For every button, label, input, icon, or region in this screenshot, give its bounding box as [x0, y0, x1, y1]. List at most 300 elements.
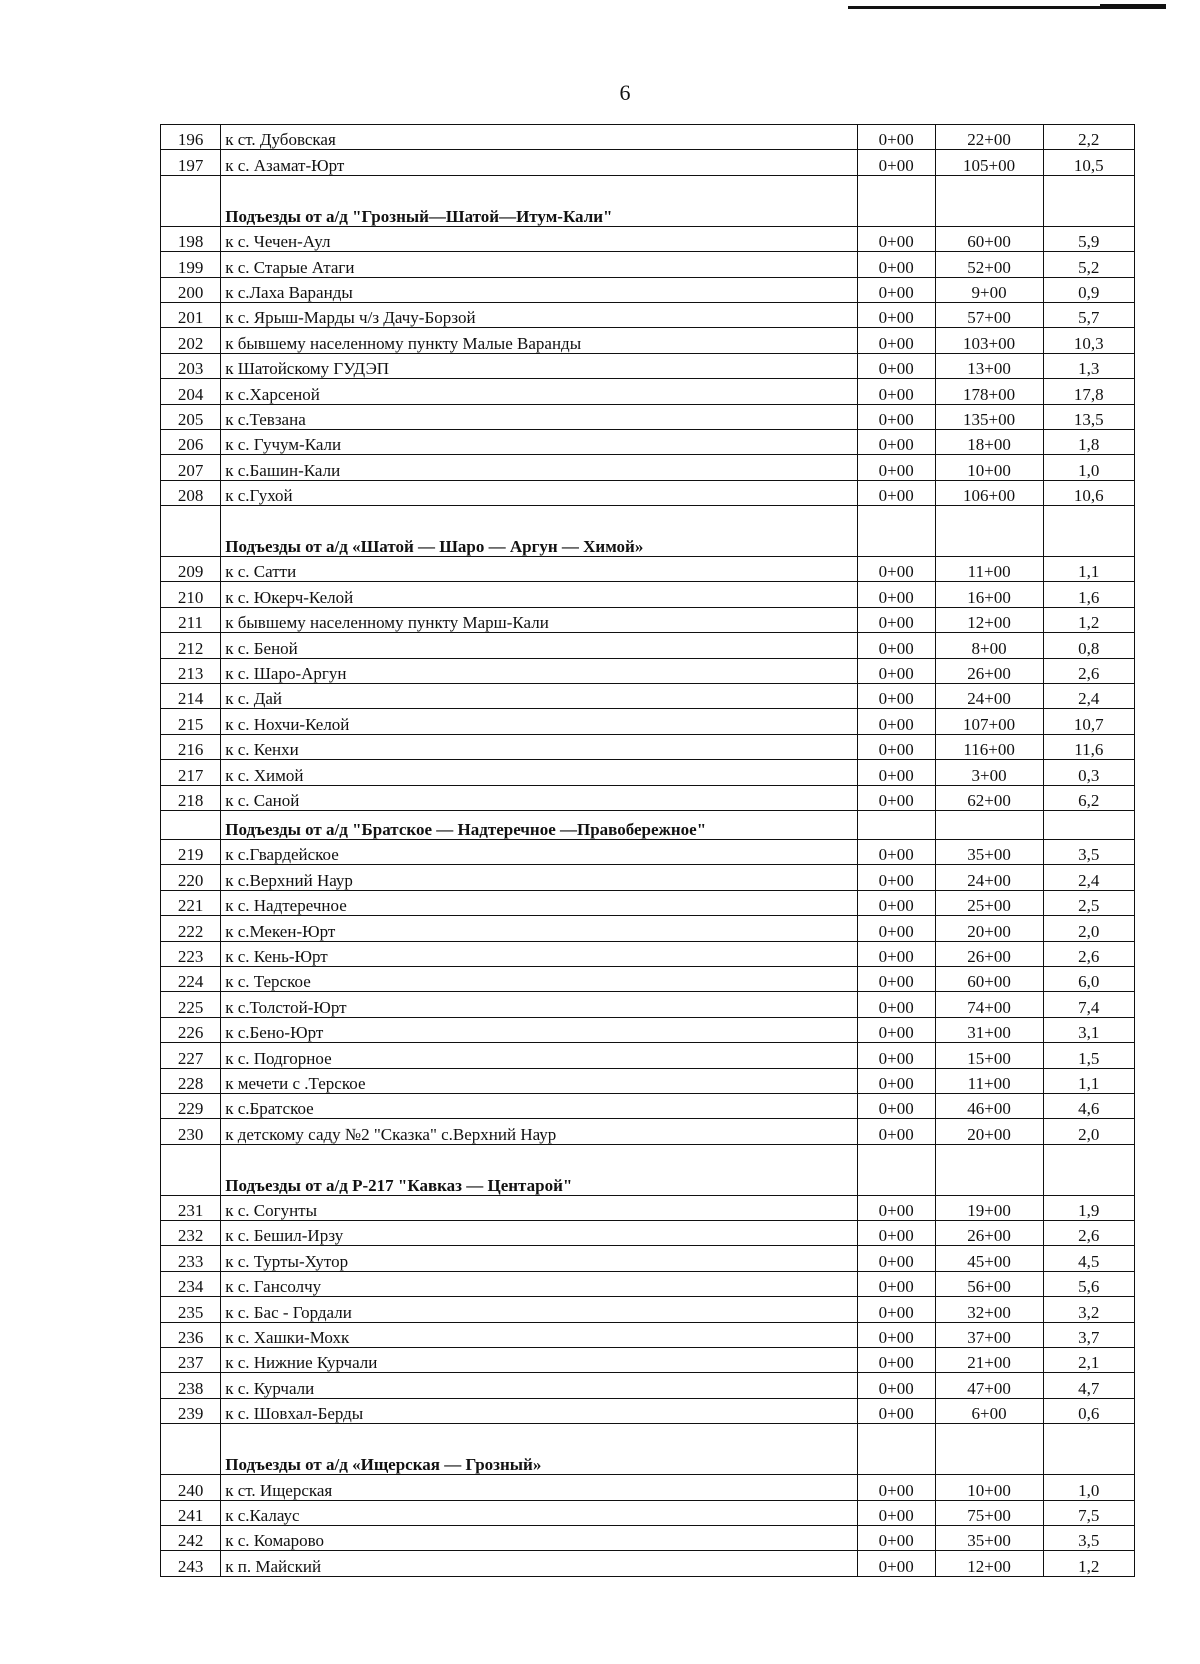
- row-number-cell: 210: [161, 582, 221, 607]
- start-km-cell: 0+00: [857, 734, 935, 759]
- start-km-cell: 0+00: [857, 1043, 935, 1068]
- road-name-cell: к с. Надтеречное: [221, 890, 858, 915]
- table-row: [161, 734, 1135, 759]
- road-name-cell: к с. Чечен-Аул: [221, 226, 858, 251]
- end-km-cell: 35+00: [935, 839, 1043, 864]
- row-number-cell: 213: [161, 658, 221, 683]
- empty-cell: [935, 1424, 1043, 1475]
- empty-cell: [857, 175, 935, 226]
- length-km-cell: 1,6: [1043, 582, 1134, 607]
- end-km-cell: 6+00: [935, 1398, 1043, 1423]
- road-name-cell: к с. Курчали: [221, 1373, 858, 1398]
- top-rule-line-accent: [1100, 4, 1166, 6]
- table-row: [161, 966, 1135, 991]
- road-name-cell: к ст. Ищерская: [221, 1475, 858, 1500]
- table-row: [161, 760, 1135, 785]
- length-km-cell: 10,5: [1043, 150, 1134, 175]
- row-number-cell: 227: [161, 1043, 221, 1068]
- roads-table-body: [161, 125, 1135, 1577]
- start-km-cell: 0+00: [857, 709, 935, 734]
- table-row: [161, 658, 1135, 683]
- row-number-cell: 236: [161, 1322, 221, 1347]
- row-number-cell: 220: [161, 865, 221, 890]
- length-km-cell: 1,0: [1043, 455, 1134, 480]
- empty-cell: [935, 506, 1043, 557]
- table-row: [161, 277, 1135, 302]
- empty-cell: [857, 1424, 935, 1475]
- row-number-cell: 207: [161, 455, 221, 480]
- length-km-cell: 0,8: [1043, 633, 1134, 658]
- length-km-cell: 4,6: [1043, 1093, 1134, 1118]
- start-km-cell: 0+00: [857, 1322, 935, 1347]
- end-km-cell: 21+00: [935, 1348, 1043, 1373]
- length-km-cell: 3,1: [1043, 1017, 1134, 1042]
- table-row: [161, 379, 1135, 404]
- row-number-cell: 222: [161, 916, 221, 941]
- section-title: Подъезды от а/д «Шатой — Шаро — Аргун — Химой»: [221, 506, 858, 557]
- end-km-cell: 31+00: [935, 1017, 1043, 1042]
- road-name-cell: к с. Химой: [221, 760, 858, 785]
- empty-cell: [161, 506, 221, 557]
- length-km-cell: 2,5: [1043, 890, 1134, 915]
- end-km-cell: 35+00: [935, 1525, 1043, 1550]
- start-km-cell: 0+00: [857, 1348, 935, 1373]
- row-number-cell: 201: [161, 302, 221, 327]
- end-km-cell: 37+00: [935, 1322, 1043, 1347]
- road-name-cell: к с.Тевзана: [221, 404, 858, 429]
- start-km-cell: 0+00: [857, 684, 935, 709]
- length-km-cell: 3,7: [1043, 1322, 1134, 1347]
- row-number-cell: 217: [161, 760, 221, 785]
- table-row: [161, 582, 1135, 607]
- start-km-cell: 0+00: [857, 252, 935, 277]
- start-km-cell: 0+00: [857, 1246, 935, 1271]
- length-km-cell: 13,5: [1043, 404, 1134, 429]
- empty-cell: [935, 1144, 1043, 1195]
- road-name-cell: к с. Терское: [221, 966, 858, 991]
- table-row: [161, 1093, 1135, 1118]
- road-name-cell: к с. Шовхал-Берды: [221, 1398, 858, 1423]
- start-km-cell: 0+00: [857, 941, 935, 966]
- length-km-cell: 2,6: [1043, 1221, 1134, 1246]
- table-row: [161, 709, 1135, 734]
- table-row: [161, 1221, 1135, 1246]
- start-km-cell: 0+00: [857, 277, 935, 302]
- road-name-cell: к с. Турты-Хутор: [221, 1246, 858, 1271]
- road-name-cell: к с. Кенхи: [221, 734, 858, 759]
- table-row: [161, 684, 1135, 709]
- row-number-cell: 196: [161, 125, 221, 150]
- start-km-cell: 0+00: [857, 966, 935, 991]
- table-row: [161, 1322, 1135, 1347]
- length-km-cell: 2,6: [1043, 658, 1134, 683]
- table-row: [161, 607, 1135, 632]
- road-name-cell: к с. Саной: [221, 785, 858, 810]
- empty-cell: [1043, 1424, 1134, 1475]
- row-number-cell: 209: [161, 557, 221, 582]
- row-number-cell: 224: [161, 966, 221, 991]
- table-row: [161, 839, 1135, 864]
- empty-cell: [1043, 175, 1134, 226]
- end-km-cell: 45+00: [935, 1246, 1043, 1271]
- table-row: [161, 226, 1135, 251]
- road-name-cell: к с. Азамат-Юрт: [221, 150, 858, 175]
- page-number: 6: [619, 80, 631, 105]
- row-number-cell: 243: [161, 1551, 221, 1576]
- row-number-cell: 234: [161, 1271, 221, 1296]
- empty-cell: [1043, 506, 1134, 557]
- length-km-cell: 17,8: [1043, 379, 1134, 404]
- row-number-cell: 233: [161, 1246, 221, 1271]
- start-km-cell: 0+00: [857, 1373, 935, 1398]
- length-km-cell: 4,5: [1043, 1246, 1134, 1271]
- length-km-cell: 3,5: [1043, 839, 1134, 864]
- start-km-cell: 0+00: [857, 1475, 935, 1500]
- table-row: [161, 557, 1135, 582]
- road-name-cell: к детскому саду №2 "Сказка" с.Верхний Наур: [221, 1119, 858, 1144]
- table-row: [161, 1500, 1135, 1525]
- table-row: [161, 1271, 1135, 1296]
- start-km-cell: 0+00: [857, 480, 935, 505]
- row-number-cell: 231: [161, 1195, 221, 1220]
- start-km-cell: 0+00: [857, 1271, 935, 1296]
- length-km-cell: 7,4: [1043, 992, 1134, 1017]
- end-km-cell: 26+00: [935, 941, 1043, 966]
- row-number-cell: 203: [161, 353, 221, 378]
- section-title: Подъезды от а/д «Ищерская — Грозный»: [221, 1424, 858, 1475]
- end-km-cell: 20+00: [935, 916, 1043, 941]
- start-km-cell: 0+00: [857, 607, 935, 632]
- length-km-cell: 5,7: [1043, 302, 1134, 327]
- road-name-cell: к п. Майский: [221, 1551, 858, 1576]
- road-name-cell: к с.Братское: [221, 1093, 858, 1118]
- road-name-cell: к с. Бешил-Ирзу: [221, 1221, 858, 1246]
- end-km-cell: 18+00: [935, 429, 1043, 454]
- section-header-row: [161, 175, 1135, 226]
- table-row: [161, 125, 1135, 150]
- end-km-cell: 11+00: [935, 557, 1043, 582]
- start-km-cell: 0+00: [857, 1525, 935, 1550]
- start-km-cell: 0+00: [857, 226, 935, 251]
- end-km-cell: 75+00: [935, 1500, 1043, 1525]
- start-km-cell: 0+00: [857, 839, 935, 864]
- end-km-cell: 107+00: [935, 709, 1043, 734]
- empty-cell: [1043, 810, 1134, 839]
- end-km-cell: 19+00: [935, 1195, 1043, 1220]
- end-km-cell: 25+00: [935, 890, 1043, 915]
- road-name-cell: к с. Шаро-Аргун: [221, 658, 858, 683]
- row-number-cell: 204: [161, 379, 221, 404]
- table-row: [161, 1195, 1135, 1220]
- table-row: [161, 302, 1135, 327]
- empty-cell: [1043, 1144, 1134, 1195]
- end-km-cell: 16+00: [935, 582, 1043, 607]
- length-km-cell: 10,3: [1043, 328, 1134, 353]
- row-number-cell: 235: [161, 1297, 221, 1322]
- length-km-cell: 7,5: [1043, 1500, 1134, 1525]
- empty-cell: [935, 810, 1043, 839]
- table-row: [161, 328, 1135, 353]
- table-row: [161, 1297, 1135, 1322]
- length-km-cell: 2,6: [1043, 941, 1134, 966]
- length-km-cell: 1,8: [1043, 429, 1134, 454]
- row-number-cell: 205: [161, 404, 221, 429]
- section-title: Подъезды от а/д "Братское — Надтеречное —Правобережное": [221, 810, 858, 839]
- end-km-cell: 13+00: [935, 353, 1043, 378]
- table-row: [161, 252, 1135, 277]
- row-number-cell: 221: [161, 890, 221, 915]
- road-name-cell: к с. Комарово: [221, 1525, 858, 1550]
- road-name-cell: к с. Кень-Юрт: [221, 941, 858, 966]
- end-km-cell: 32+00: [935, 1297, 1043, 1322]
- section-title: Подъезды от а/д "Грозный—Шатой—Итум-Кали": [221, 175, 858, 226]
- end-km-cell: 60+00: [935, 966, 1043, 991]
- empty-cell: [857, 1144, 935, 1195]
- start-km-cell: 0+00: [857, 557, 935, 582]
- table-row: [161, 1373, 1135, 1398]
- length-km-cell: 0,3: [1043, 760, 1134, 785]
- section-header-row: [161, 506, 1135, 557]
- row-number-cell: 223: [161, 941, 221, 966]
- row-number-cell: 219: [161, 839, 221, 864]
- start-km-cell: 0+00: [857, 125, 935, 150]
- table-row: [161, 865, 1135, 890]
- row-number-cell: 232: [161, 1221, 221, 1246]
- road-name-cell: к с.Бено-Юрт: [221, 1017, 858, 1042]
- table-row: [161, 455, 1135, 480]
- road-name-cell: к с.Толстой-Юрт: [221, 992, 858, 1017]
- start-km-cell: 0+00: [857, 302, 935, 327]
- section-header-row: [161, 1144, 1135, 1195]
- row-number-cell: 241: [161, 1500, 221, 1525]
- row-number-cell: 240: [161, 1475, 221, 1500]
- table-row: [161, 1348, 1135, 1373]
- length-km-cell: 1,1: [1043, 557, 1134, 582]
- road-name-cell: к с.Калаус: [221, 1500, 858, 1525]
- start-km-cell: 0+00: [857, 1119, 935, 1144]
- start-km-cell: 0+00: [857, 760, 935, 785]
- row-number-cell: 200: [161, 277, 221, 302]
- end-km-cell: 106+00: [935, 480, 1043, 505]
- section-title: Подъезды от а/д Р-217 "Кавказ — Центарой": [221, 1144, 858, 1195]
- end-km-cell: 24+00: [935, 865, 1043, 890]
- roads-table: [160, 124, 1135, 1577]
- start-km-cell: 0+00: [857, 404, 935, 429]
- road-name-cell: к бывшему населенному пункту Марш-Кали: [221, 607, 858, 632]
- row-number-cell: 225: [161, 992, 221, 1017]
- length-km-cell: 6,0: [1043, 966, 1134, 991]
- empty-cell: [161, 1144, 221, 1195]
- end-km-cell: 24+00: [935, 684, 1043, 709]
- length-km-cell: 2,1: [1043, 1348, 1134, 1373]
- start-km-cell: 0+00: [857, 1500, 935, 1525]
- row-number-cell: 238: [161, 1373, 221, 1398]
- road-name-cell: к с. Дай: [221, 684, 858, 709]
- road-name-cell: к с.Лаха Варанды: [221, 277, 858, 302]
- road-name-cell: к с. Юкерч-Келой: [221, 582, 858, 607]
- length-km-cell: 2,0: [1043, 916, 1134, 941]
- start-km-cell: 0+00: [857, 1398, 935, 1423]
- table-row: [161, 785, 1135, 810]
- end-km-cell: 12+00: [935, 1551, 1043, 1576]
- road-name-cell: к мечети с .Терское: [221, 1068, 858, 1093]
- start-km-cell: 0+00: [857, 1297, 935, 1322]
- end-km-cell: 105+00: [935, 150, 1043, 175]
- road-name-cell: к с. Нохчи-Келой: [221, 709, 858, 734]
- start-km-cell: 0+00: [857, 1195, 935, 1220]
- start-km-cell: 0+00: [857, 429, 935, 454]
- end-km-cell: 74+00: [935, 992, 1043, 1017]
- length-km-cell: 1,2: [1043, 607, 1134, 632]
- row-number-cell: 216: [161, 734, 221, 759]
- table-row: [161, 1017, 1135, 1042]
- road-name-cell: к с. Ярыш-Марды ч/з Дачу-Борзой: [221, 302, 858, 327]
- start-km-cell: 0+00: [857, 582, 935, 607]
- row-number-cell: 206: [161, 429, 221, 454]
- row-number-cell: 228: [161, 1068, 221, 1093]
- end-km-cell: 52+00: [935, 252, 1043, 277]
- start-km-cell: 0+00: [857, 379, 935, 404]
- table-row: [161, 1043, 1135, 1068]
- start-km-cell: 0+00: [857, 455, 935, 480]
- table-row: [161, 992, 1135, 1017]
- end-km-cell: 26+00: [935, 658, 1043, 683]
- start-km-cell: 0+00: [857, 1551, 935, 1576]
- start-km-cell: 0+00: [857, 916, 935, 941]
- section-header-row: [161, 1424, 1135, 1475]
- row-number-cell: 199: [161, 252, 221, 277]
- length-km-cell: 11,6: [1043, 734, 1134, 759]
- empty-cell: [857, 506, 935, 557]
- row-number-cell: 215: [161, 709, 221, 734]
- road-name-cell: к ст. Дубовская: [221, 125, 858, 150]
- table-row: [161, 1475, 1135, 1500]
- table-row: [161, 353, 1135, 378]
- end-km-cell: 20+00: [935, 1119, 1043, 1144]
- length-km-cell: 3,5: [1043, 1525, 1134, 1550]
- table-row: [161, 1398, 1135, 1423]
- road-name-cell: к с. Хашки-Мохк: [221, 1322, 858, 1347]
- length-km-cell: 4,7: [1043, 1373, 1134, 1398]
- length-km-cell: 6,2: [1043, 785, 1134, 810]
- length-km-cell: 1,5: [1043, 1043, 1134, 1068]
- end-km-cell: 62+00: [935, 785, 1043, 810]
- row-number-cell: 211: [161, 607, 221, 632]
- row-number-cell: 218: [161, 785, 221, 810]
- length-km-cell: 3,2: [1043, 1297, 1134, 1322]
- start-km-cell: 0+00: [857, 150, 935, 175]
- end-km-cell: 15+00: [935, 1043, 1043, 1068]
- table-row: [161, 429, 1135, 454]
- start-km-cell: 0+00: [857, 1068, 935, 1093]
- table-row: [161, 404, 1135, 429]
- empty-cell: [161, 1424, 221, 1475]
- section-header-row: [161, 810, 1135, 839]
- end-km-cell: 11+00: [935, 1068, 1043, 1093]
- empty-cell: [161, 810, 221, 839]
- start-km-cell: 0+00: [857, 1017, 935, 1042]
- row-number-cell: 229: [161, 1093, 221, 1118]
- empty-cell: [161, 175, 221, 226]
- start-km-cell: 0+00: [857, 633, 935, 658]
- end-km-cell: 57+00: [935, 302, 1043, 327]
- road-name-cell: к Шатойскому ГУДЭП: [221, 353, 858, 378]
- road-name-cell: к с. Гучум-Кали: [221, 429, 858, 454]
- start-km-cell: 0+00: [857, 1093, 935, 1118]
- road-name-cell: к с.Мекен-Юрт: [221, 916, 858, 941]
- start-km-cell: 0+00: [857, 865, 935, 890]
- length-km-cell: 2,4: [1043, 684, 1134, 709]
- length-km-cell: 1,1: [1043, 1068, 1134, 1093]
- start-km-cell: 0+00: [857, 992, 935, 1017]
- row-number-cell: 212: [161, 633, 221, 658]
- road-name-cell: к с. Гансолчу: [221, 1271, 858, 1296]
- start-km-cell: 0+00: [857, 658, 935, 683]
- end-km-cell: 8+00: [935, 633, 1043, 658]
- table-row: [161, 1246, 1135, 1271]
- table-row: [161, 916, 1135, 941]
- road-name-cell: к с.Верхний Наур: [221, 865, 858, 890]
- length-km-cell: 1,2: [1043, 1551, 1134, 1576]
- road-name-cell: к с.Башин-Кали: [221, 455, 858, 480]
- end-km-cell: 10+00: [935, 455, 1043, 480]
- end-km-cell: 9+00: [935, 277, 1043, 302]
- length-km-cell: 5,6: [1043, 1271, 1134, 1296]
- table-row: [161, 633, 1135, 658]
- road-name-cell: к с. Беной: [221, 633, 858, 658]
- end-km-cell: 26+00: [935, 1221, 1043, 1246]
- end-km-cell: 56+00: [935, 1271, 1043, 1296]
- road-name-cell: к с. Нижние Курчали: [221, 1348, 858, 1373]
- empty-cell: [935, 175, 1043, 226]
- length-km-cell: 2,0: [1043, 1119, 1134, 1144]
- row-number-cell: 208: [161, 480, 221, 505]
- table-row: [161, 941, 1135, 966]
- start-km-cell: 0+00: [857, 328, 935, 353]
- start-km-cell: 0+00: [857, 353, 935, 378]
- end-km-cell: 135+00: [935, 404, 1043, 429]
- road-name-cell: к с.Харсеной: [221, 379, 858, 404]
- row-number-cell: 239: [161, 1398, 221, 1423]
- row-number-cell: 242: [161, 1525, 221, 1550]
- end-km-cell: 3+00: [935, 760, 1043, 785]
- row-number-cell: 198: [161, 226, 221, 251]
- row-number-cell: 197: [161, 150, 221, 175]
- start-km-cell: 0+00: [857, 890, 935, 915]
- end-km-cell: 116+00: [935, 734, 1043, 759]
- start-km-cell: 0+00: [857, 785, 935, 810]
- empty-cell: [857, 810, 935, 839]
- row-number-cell: 226: [161, 1017, 221, 1042]
- road-name-cell: к с.Гвардейское: [221, 839, 858, 864]
- length-km-cell: 1,9: [1043, 1195, 1134, 1220]
- end-km-cell: 178+00: [935, 379, 1043, 404]
- table-row: [161, 1525, 1135, 1550]
- table-row: [161, 1068, 1135, 1093]
- road-name-cell: к с. Подгорное: [221, 1043, 858, 1068]
- top-rule-line: [848, 6, 1166, 9]
- end-km-cell: 10+00: [935, 1475, 1043, 1500]
- end-km-cell: 46+00: [935, 1093, 1043, 1118]
- table-row: [161, 480, 1135, 505]
- end-km-cell: 12+00: [935, 607, 1043, 632]
- length-km-cell: 2,2: [1043, 125, 1134, 150]
- row-number-cell: 237: [161, 1348, 221, 1373]
- road-name-cell: к бывшему населенному пункту Малые Варанды: [221, 328, 858, 353]
- table-row: [161, 150, 1135, 175]
- table-row: [161, 1119, 1135, 1144]
- row-number-cell: 202: [161, 328, 221, 353]
